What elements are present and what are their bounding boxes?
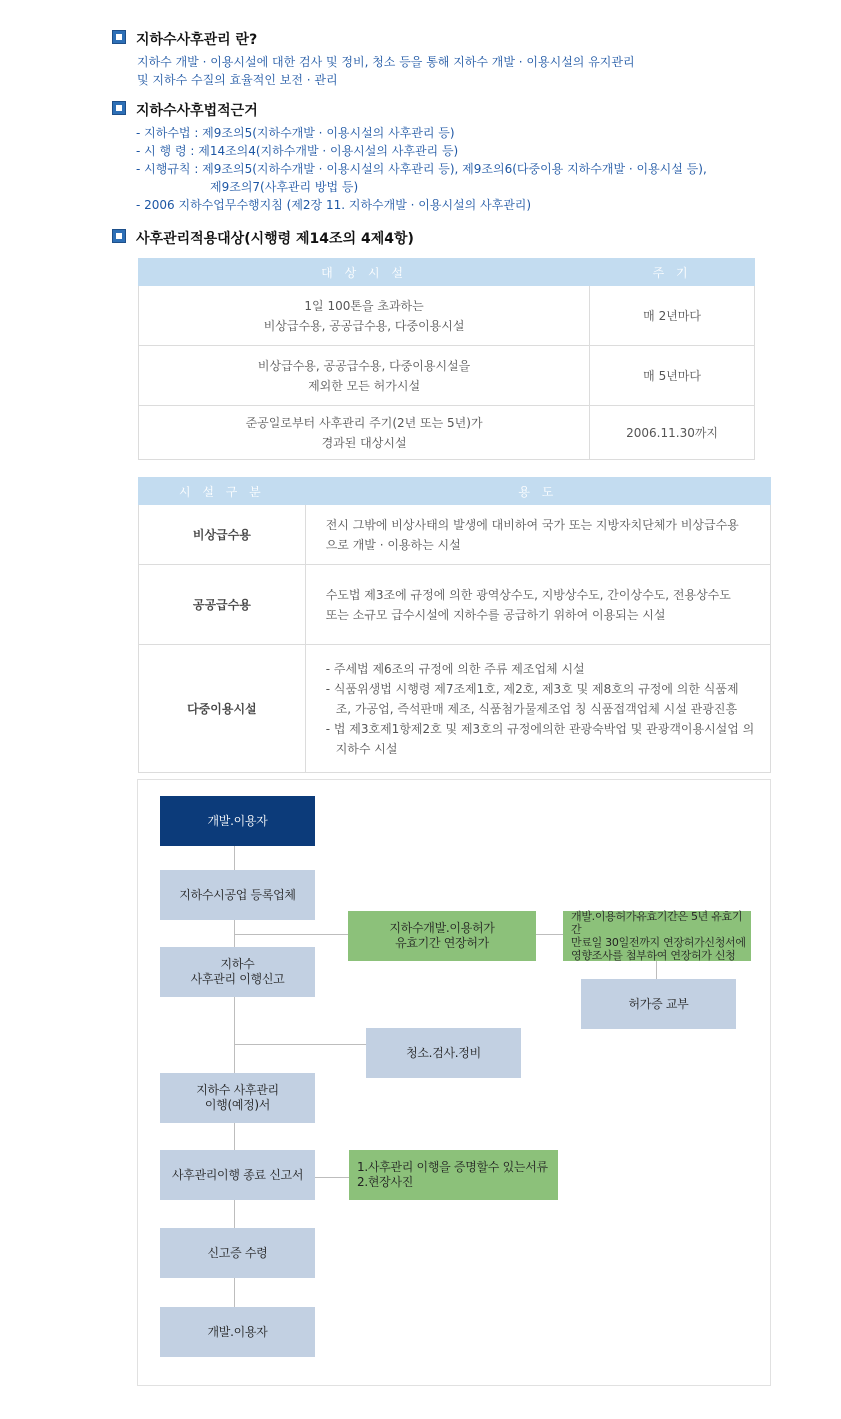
legal-basis-item: - 지하수법 : 제9조의5(지하수개발 · 이용시설의 사후관리 등) bbox=[136, 126, 455, 140]
legal-basis-item: - 2006 지하수업무수행지침 (제2장 11. 지하수개발 · 이용시설의 사후관리) bbox=[136, 198, 532, 212]
table-row bbox=[139, 286, 755, 346]
target-cell: 준공일로부터 사후관리 주기(2년 또는 5년)가 경과된 대상시설 bbox=[139, 406, 590, 460]
facility-usage-table bbox=[138, 477, 771, 773]
table-row bbox=[139, 565, 771, 645]
flow-step-implementation-plan: 지하수 사후관리 이행(예정)서 bbox=[160, 1073, 315, 1123]
flow-step-permit-extension: 지하수개발.이용허가 유효기간 연장허가 bbox=[348, 911, 536, 961]
cycle-cell: 매 2년마다 bbox=[590, 286, 755, 346]
category-cell: 비상급수용 bbox=[139, 505, 306, 565]
connector-line bbox=[234, 934, 348, 935]
section-bullet-icon bbox=[112, 101, 126, 115]
process-flowchart bbox=[137, 779, 771, 1386]
cycle-cell: 2006.11.30까지 bbox=[590, 406, 755, 460]
connector-line bbox=[234, 1044, 366, 1045]
legal-basis-item: - 시행규칙 : 제9조의5(지하수개발 · 이용시설의 사후관리 등), 제9조의6(다중이용 지하수개발 · 이용시설 등), bbox=[136, 162, 707, 176]
definition-line: 및 지하수 수질의 효율적인 보전 · 관리 bbox=[137, 73, 338, 87]
connector-line bbox=[315, 1177, 349, 1178]
flow-step-cleaning-inspection: 청소.검사.정비 bbox=[366, 1028, 521, 1078]
legal-basis-item: - 시 행 령 : 제14조의4(지하수개발 · 이용시설의 사후관리 등) bbox=[136, 144, 459, 158]
column-header-cycle: 주 기 bbox=[590, 259, 755, 286]
column-header-target: 대 상 시 설 bbox=[139, 259, 590, 286]
table-row bbox=[139, 406, 755, 460]
target-cell: 비상급수용, 공공급수용, 다중이용시설을 제외한 모든 허가시설 bbox=[139, 346, 590, 406]
section-bullet-icon bbox=[112, 229, 126, 243]
definition-line: 지하수 개발 · 이용시설에 대한 검사 및 정비, 청소 등을 통해 지하수 개발 · 이용시설의 유지관리 bbox=[137, 55, 635, 69]
flow-step-completion-report: 사후관리이행 종료 신고서 bbox=[160, 1150, 315, 1200]
flow-note-extension-requirement: 개발.이용허가유효기간은 5년 유효기간 만료일 30일전까지 연장허가신청서에 영향조사를 첨부하여 연장허가 신청 bbox=[563, 911, 751, 961]
table-row bbox=[139, 505, 771, 565]
category-cell: 다중이용시설 bbox=[139, 645, 306, 773]
column-header-category: 시 설 구 분 bbox=[139, 478, 306, 505]
flow-step-end: 개발.이용자 bbox=[160, 1307, 315, 1357]
table-row bbox=[139, 645, 771, 773]
usage-cell: 수도법 제3조에 규정에 의한 광역상수도, 지방상수도, 간이상수도, 전용상수도 또는 소규모 급수시설에 지하수를 공급하기 위하여 이용되는 시설 bbox=[305, 565, 770, 645]
connector-line bbox=[535, 934, 563, 935]
usage-list-item: - 식품위생법 시행령 제7조제1호, 제2호, 제3호 및 제8호의 규정에 의한 식품제 조, 가공업, 즉석판매 제조, 식품첨가물제조업 칭 식품접객업체 시설 관광진흥 bbox=[325, 681, 739, 716]
table-row bbox=[139, 346, 755, 406]
section-title-definition: 지하수사후관리 란? bbox=[136, 32, 258, 48]
usage-list-item: - 주세법 제6조의 규정에 의한 주류 제조업체 시설 bbox=[325, 661, 585, 676]
flow-step-receipt: 신고증 수령 bbox=[160, 1228, 315, 1278]
section-title-targets: 사후관리적용대상(시행령 제14조의 4제4항) bbox=[136, 231, 414, 247]
usage-list-item: - 법 제3호제1항제2호 및 제3호의 규정에의한 관광숙박업 및 관광객이용시설업 의 지하수 시설 bbox=[325, 721, 755, 756]
flow-step-registered-contractor: 지하수시공업 등록업체 bbox=[160, 870, 315, 920]
flow-step-permit-issue: 허가증 교부 bbox=[581, 979, 736, 1029]
target-cell: 1일 100톤을 초과하는 비상급수용, 공공급수용, 다중이용시설 bbox=[139, 286, 590, 346]
column-header-usage: 용 도 bbox=[305, 478, 770, 505]
section-bullet-icon bbox=[112, 30, 126, 44]
usage-cell bbox=[305, 645, 770, 773]
flow-step-start: 개발.이용자 bbox=[160, 796, 315, 846]
usage-cell: 전시 그밖에 비상사태의 발생에 대비하여 국가 또는 지방자치단체가 비상급수용 으로 개발 · 이용하는 시설 bbox=[305, 505, 770, 565]
connector-line bbox=[656, 961, 657, 979]
category-cell: 공공급수용 bbox=[139, 565, 306, 645]
flow-note-required-documents: 1.사후관리 이행을 증명할수 있는서류 2.현장사진 bbox=[349, 1150, 558, 1200]
section-title-legal-basis: 지하수사후법적근거 bbox=[136, 103, 258, 119]
inspection-cycle-table bbox=[138, 258, 755, 460]
flow-step-implementation-report: 지하수 사후관리 이행신고 bbox=[160, 947, 315, 997]
legal-basis-item: 제9조의7(사후관리 방법 등) bbox=[210, 180, 359, 194]
cycle-cell: 매 5년마다 bbox=[590, 346, 755, 406]
